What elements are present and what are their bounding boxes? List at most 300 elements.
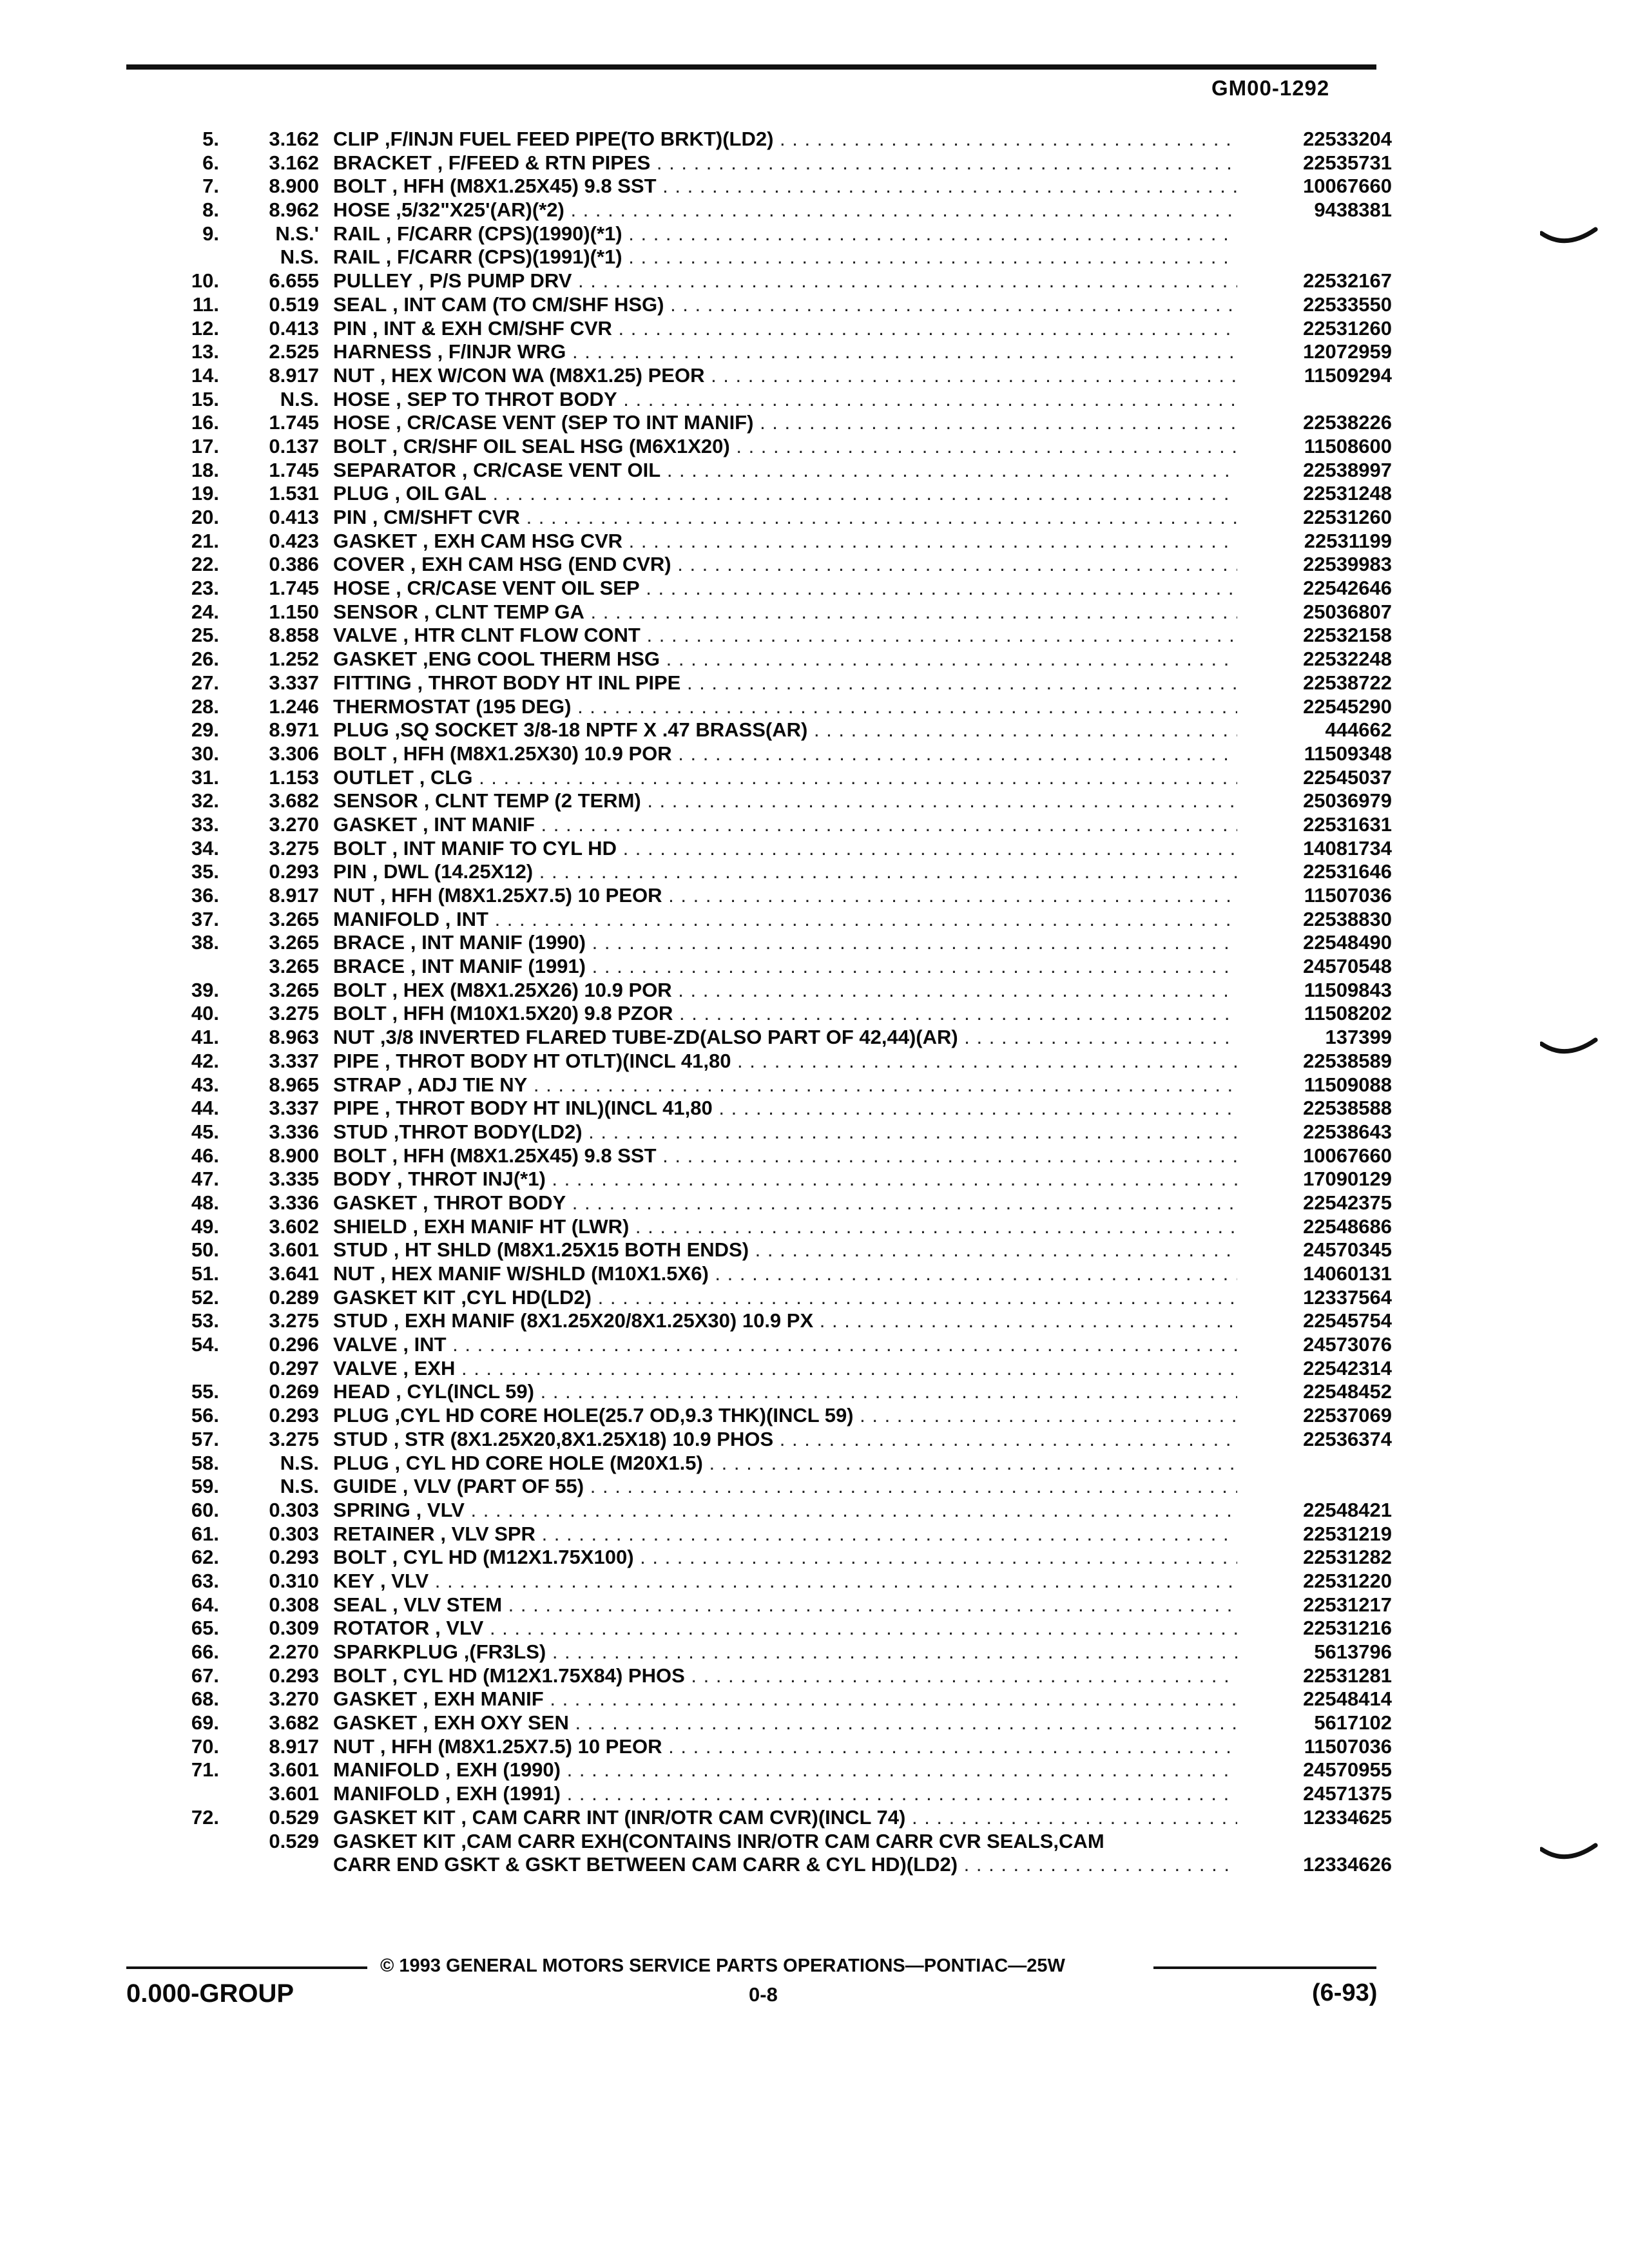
part-number: 9438381 bbox=[1314, 198, 1392, 222]
parts-row bbox=[155, 1523, 1392, 1546]
ref-number: 10. bbox=[191, 269, 219, 293]
part-detail: ,CYL HD CORE HOLE(25.7 OD,9.3 THK)(INCL 59) bbox=[389, 1404, 854, 1427]
group-number: 1.246 bbox=[269, 695, 319, 718]
part-name: BOLT bbox=[333, 1546, 387, 1569]
part-detail: , EXH (1990) bbox=[439, 1758, 561, 1782]
group-number: 8.917 bbox=[269, 884, 319, 907]
part-description bbox=[333, 1593, 1237, 1617]
footer-copyright: © 1993 GENERAL MOTORS SERVICE PARTS OPERATIONS—PONTIAC—25W bbox=[380, 1956, 1065, 1976]
part-number: 12072959 bbox=[1303, 340, 1392, 363]
part-name: CLIP bbox=[333, 128, 380, 150]
part-name: VALVE bbox=[333, 624, 398, 647]
part-description bbox=[333, 1830, 1237, 1854]
group-number: 3.265 bbox=[269, 955, 319, 978]
part-name: ROTATOR bbox=[333, 1617, 430, 1640]
part-detail: , VLV SPR bbox=[434, 1522, 535, 1545]
part-name: PLUG bbox=[333, 1451, 389, 1474]
group-number: 3.162 bbox=[269, 151, 319, 174]
parts-row bbox=[155, 317, 1392, 341]
part-detail: ,5/32"X25'(AR)(*2) bbox=[390, 198, 564, 222]
ref-number: 30. bbox=[191, 742, 219, 765]
part-name: HOSE bbox=[333, 577, 390, 600]
parts-row bbox=[155, 1309, 1392, 1333]
part-detail: , CR/SHF OIL SEAL HSG (M6X1X20) bbox=[386, 434, 730, 457]
part-description bbox=[333, 1404, 1237, 1428]
part-detail: , HFH (M8X1.25X30) 10.9 POR bbox=[386, 742, 672, 765]
ref-number: 12. bbox=[191, 316, 219, 340]
part-detail: , SEP TO THROT BODY bbox=[390, 387, 617, 410]
group-number: 8.962 bbox=[269, 198, 319, 222]
part-detail: , CYL HD (M12X1.75X100) bbox=[386, 1546, 634, 1569]
part-description bbox=[333, 1711, 1237, 1735]
group-number: 0.296 bbox=[269, 1333, 319, 1356]
part-name: BRACE bbox=[333, 931, 405, 954]
part-detail: ,F/INJN FUEL FEED PIPE(TO BRKT)(LD2) bbox=[379, 128, 774, 150]
parts-row bbox=[155, 1782, 1392, 1806]
parts-row bbox=[155, 1546, 1392, 1570]
part-name: SEPARATOR bbox=[333, 458, 457, 481]
parts-row bbox=[155, 718, 1392, 742]
part-number: 12334626 bbox=[1303, 1853, 1392, 1876]
part-name: BOLT bbox=[333, 836, 387, 860]
part-name: KEY bbox=[333, 1569, 375, 1592]
parts-row bbox=[155, 1050, 1392, 1073]
part-detail: ,(FR3LS) bbox=[458, 1640, 546, 1663]
ref-number: 38. bbox=[191, 931, 219, 954]
parts-row bbox=[155, 1452, 1392, 1475]
part-detail: , CM/SHFT CVR bbox=[367, 506, 520, 528]
part-name: BOLT bbox=[333, 434, 387, 457]
group-number: 1.531 bbox=[269, 482, 319, 505]
part-description bbox=[333, 671, 1237, 695]
ref-number: 24. bbox=[191, 600, 219, 623]
part-name: RAIL bbox=[333, 222, 381, 245]
part-detail: ,ENG COOL THERM HSG bbox=[417, 648, 660, 671]
part-description bbox=[333, 1120, 1237, 1144]
part-name: BRACE bbox=[333, 955, 405, 978]
part-detail: , EXH CAM HSG CVR bbox=[417, 529, 623, 552]
ref-number: 34. bbox=[191, 836, 219, 860]
part-description bbox=[333, 577, 1237, 601]
part-number: 22538226 bbox=[1303, 411, 1392, 434]
part-number: 17090129 bbox=[1303, 1168, 1392, 1191]
ref-number: 63. bbox=[191, 1569, 219, 1592]
part-number: 22531260 bbox=[1303, 316, 1392, 340]
part-description bbox=[333, 222, 1237, 246]
group-number: 3.275 bbox=[269, 1427, 319, 1450]
parts-row bbox=[155, 908, 1392, 932]
part-name: RAIL bbox=[333, 245, 381, 269]
parts-row bbox=[155, 1664, 1392, 1688]
ref-number: 19. bbox=[191, 482, 219, 505]
group-number: 3.162 bbox=[269, 128, 319, 150]
part-detail: , HTR CLNT FLOW CONT bbox=[397, 624, 641, 647]
part-detail: , EXH OXY SEN bbox=[417, 1711, 569, 1735]
group-number: 3.337 bbox=[269, 671, 319, 694]
part-detail: , THROT INJ(*1) bbox=[391, 1168, 546, 1191]
parts-row bbox=[155, 222, 1392, 246]
part-name: GASKET bbox=[333, 529, 418, 552]
ref-number: 32. bbox=[191, 789, 219, 812]
part-name: SPARKPLUG bbox=[333, 1640, 459, 1663]
part-number: 11507036 bbox=[1304, 1735, 1392, 1758]
part-name: HEAD bbox=[333, 1380, 390, 1403]
parts-row bbox=[155, 766, 1392, 790]
parts-row bbox=[155, 128, 1392, 151]
part-description bbox=[333, 1262, 1237, 1286]
footer-rule-right bbox=[1153, 1966, 1376, 1969]
part-number: 25036979 bbox=[1303, 789, 1392, 812]
group-number: 1.153 bbox=[269, 765, 319, 789]
group-number: 3.265 bbox=[269, 931, 319, 954]
ref-number: 35. bbox=[191, 860, 219, 883]
part-detail: , HEX MANIF W/SHLD (M10X1.5X6) bbox=[374, 1262, 709, 1285]
part-detail: , HEX W/CON WA (M8X1.25) PEOR bbox=[374, 363, 705, 387]
part-description bbox=[333, 789, 1237, 813]
group-number: 3.270 bbox=[269, 812, 319, 836]
group-number: 3.601 bbox=[269, 1758, 319, 1782]
parts-row bbox=[155, 459, 1392, 483]
group-number: 0.413 bbox=[269, 506, 319, 528]
parts-row bbox=[155, 435, 1392, 459]
group-number: 0.293 bbox=[269, 1664, 319, 1687]
parts-row bbox=[155, 1097, 1392, 1120]
part-description bbox=[333, 1357, 1237, 1381]
group-number: 8.917 bbox=[269, 363, 319, 387]
part-detail: CARR END GSKT & GSKT BETWEEN CAM CARR & CYL HD)(LD2) bbox=[333, 1853, 958, 1876]
ref-number: 58. bbox=[191, 1451, 219, 1474]
part-number: 22536374 bbox=[1303, 1427, 1392, 1450]
part-number: 22538643 bbox=[1303, 1120, 1392, 1143]
part-description bbox=[333, 766, 1237, 790]
ref-number: 64. bbox=[191, 1593, 219, 1616]
part-number: 22538722 bbox=[1303, 671, 1392, 694]
part-number: 25036807 bbox=[1303, 600, 1392, 623]
group-number: 0.309 bbox=[269, 1617, 319, 1640]
parts-row bbox=[155, 388, 1392, 412]
part-description bbox=[333, 1309, 1237, 1333]
part-name: PIPE bbox=[333, 1049, 380, 1072]
ref-number: 40. bbox=[191, 1002, 219, 1025]
group-number: 0.423 bbox=[269, 529, 319, 552]
part-description bbox=[333, 1570, 1237, 1593]
ref-number: 21. bbox=[191, 529, 219, 552]
ref-number: 46. bbox=[191, 1144, 219, 1167]
parts-row bbox=[155, 860, 1392, 884]
part-description bbox=[333, 1238, 1237, 1262]
group-number: 3.336 bbox=[269, 1120, 319, 1143]
ref-number: 43. bbox=[191, 1073, 219, 1096]
group-number: 3.306 bbox=[269, 742, 319, 765]
part-name: FITTING bbox=[333, 671, 412, 694]
part-detail: , INT MANIF (1990) bbox=[405, 931, 586, 954]
part-name: GASKET KIT bbox=[333, 1829, 456, 1852]
parts-row bbox=[155, 979, 1392, 1003]
group-number: 3.641 bbox=[269, 1262, 319, 1285]
parts-row bbox=[155, 1475, 1392, 1499]
part-number: 22532167 bbox=[1303, 269, 1392, 293]
group-number: 0.519 bbox=[269, 293, 319, 316]
part-number: 22532158 bbox=[1303, 624, 1392, 647]
part-description bbox=[333, 340, 1237, 364]
part-description bbox=[333, 1617, 1237, 1640]
part-description bbox=[333, 364, 1237, 388]
part-description bbox=[333, 742, 1237, 766]
part-description bbox=[333, 1073, 1237, 1097]
part-detail: , VLV (PART OF 55) bbox=[397, 1475, 584, 1498]
part-description bbox=[333, 1002, 1237, 1026]
group-number: 0.293 bbox=[269, 1546, 319, 1569]
parts-row bbox=[155, 1073, 1392, 1097]
part-description bbox=[333, 1380, 1237, 1404]
ref-number: 39. bbox=[191, 978, 219, 1001]
parts-row bbox=[155, 1191, 1392, 1215]
ref-number: 59. bbox=[191, 1475, 219, 1498]
ref-number: 41. bbox=[191, 1026, 219, 1049]
part-description bbox=[333, 506, 1237, 530]
part-name: BOLT bbox=[333, 1144, 387, 1167]
parts-row bbox=[155, 837, 1392, 861]
parts-row bbox=[155, 340, 1392, 364]
part-detail: , THROT BODY HT INL PIPE bbox=[411, 671, 681, 694]
part-description bbox=[333, 175, 1237, 198]
part-name: SEAL bbox=[333, 293, 387, 316]
part-name: RETAINER bbox=[333, 1522, 435, 1545]
part-detail: , CYL(INCL 59) bbox=[390, 1380, 534, 1403]
group-number: N.S. bbox=[280, 387, 319, 410]
part-description bbox=[333, 1168, 1237, 1191]
ref-number: 17. bbox=[191, 434, 219, 457]
group-number: 3.275 bbox=[269, 1309, 319, 1332]
group-number: 0.413 bbox=[269, 316, 319, 340]
parts-row bbox=[155, 411, 1392, 435]
part-name: HOSE bbox=[333, 411, 390, 434]
parts-row bbox=[155, 695, 1392, 719]
part-number: 11509088 bbox=[1304, 1073, 1392, 1096]
part-detail: ,CYL HD(LD2) bbox=[455, 1285, 592, 1309]
parts-row bbox=[155, 577, 1392, 601]
part-detail: , HT SHLD (M8X1.25X15 BOTH ENDS) bbox=[388, 1238, 749, 1262]
parts-row bbox=[155, 1286, 1392, 1310]
part-description bbox=[333, 198, 1237, 222]
part-detail: , EXH MANIF (8X1.25X20/8X1.25X30) 10.9 PX bbox=[388, 1309, 814, 1332]
part-name: COVER bbox=[333, 553, 405, 576]
group-number: 1.745 bbox=[269, 577, 319, 600]
group-number: 3.336 bbox=[269, 1191, 319, 1214]
group-number: 3.682 bbox=[269, 1711, 319, 1735]
part-description bbox=[333, 1026, 1237, 1050]
part-description bbox=[333, 1215, 1237, 1239]
part-number: 137399 bbox=[1325, 1026, 1392, 1049]
part-number: 22531282 bbox=[1303, 1546, 1392, 1569]
part-name: PIN bbox=[333, 506, 367, 528]
part-description bbox=[333, 1523, 1237, 1546]
part-number: 12334625 bbox=[1303, 1805, 1392, 1829]
binding-mark-1 bbox=[1540, 227, 1598, 253]
part-detail: , THROT BODY HT OTLT)(INCL 41,80 bbox=[379, 1049, 731, 1072]
part-number: 11508600 bbox=[1304, 434, 1392, 457]
part-description bbox=[333, 151, 1237, 175]
part-description bbox=[333, 1806, 1237, 1830]
parts-list bbox=[155, 128, 1392, 1877]
ref-number: 45. bbox=[191, 1120, 219, 1143]
part-name: SPRING bbox=[333, 1498, 411, 1521]
group-number: 3.601 bbox=[269, 1782, 319, 1805]
parts-row bbox=[155, 955, 1392, 979]
group-number: 8.900 bbox=[269, 1144, 319, 1167]
part-name: MANIFOLD bbox=[333, 1758, 440, 1782]
part-detail: , INT MANIF (1991) bbox=[405, 955, 586, 978]
ref-number: 54. bbox=[191, 1333, 219, 1356]
parts-row bbox=[155, 1333, 1392, 1357]
group-number: 8.971 bbox=[269, 718, 319, 742]
group-number: 3.265 bbox=[269, 978, 319, 1001]
parts-row bbox=[155, 198, 1392, 222]
part-detail: , INT bbox=[439, 907, 488, 930]
parts-row bbox=[155, 648, 1392, 671]
group-number: 2.525 bbox=[269, 340, 319, 363]
part-number: 22548421 bbox=[1303, 1498, 1392, 1521]
part-description bbox=[333, 884, 1237, 908]
part-detail: ,CAM CARR EXH(CONTAINS INR/OTR CAM CARR CVR SEALS,CAM bbox=[455, 1829, 1104, 1852]
part-detail: , VLV bbox=[374, 1569, 429, 1592]
part-number: 22532248 bbox=[1303, 648, 1392, 671]
parts-row bbox=[155, 151, 1392, 175]
part-number: 12337564 bbox=[1303, 1285, 1392, 1309]
parts-row bbox=[155, 530, 1392, 553]
part-description bbox=[333, 1546, 1237, 1570]
part-number: 22531199 bbox=[1304, 529, 1392, 552]
part-description bbox=[333, 931, 1237, 955]
part-detail: , EXH MANIF bbox=[417, 1687, 544, 1711]
ref-number: 62. bbox=[191, 1546, 219, 1569]
ref-number: 72. bbox=[191, 1805, 219, 1829]
group-number: 8.900 bbox=[269, 175, 319, 198]
part-name: OUTLET bbox=[333, 765, 414, 789]
part-detail: , F/INJR WRG bbox=[431, 340, 566, 363]
group-number: 3.265 bbox=[269, 907, 319, 930]
part-description bbox=[333, 1286, 1237, 1310]
group-number: 0.529 bbox=[269, 1829, 319, 1852]
part-number: 24570345 bbox=[1303, 1238, 1392, 1262]
parts-row bbox=[155, 245, 1392, 269]
part-number: 11508202 bbox=[1304, 1002, 1392, 1025]
part-name: SENSOR bbox=[333, 789, 419, 812]
part-number: 22531216 bbox=[1303, 1617, 1392, 1640]
parts-row bbox=[155, 553, 1392, 577]
group-number: 3.270 bbox=[269, 1687, 319, 1711]
part-description bbox=[333, 388, 1237, 412]
ref-number: 47. bbox=[191, 1168, 219, 1191]
part-name: BODY bbox=[333, 1168, 392, 1191]
group-number: 0.310 bbox=[269, 1569, 319, 1592]
part-detail: , INT & EXH CM/SHF CVR bbox=[367, 316, 612, 340]
part-description bbox=[333, 1664, 1237, 1688]
part-description bbox=[333, 1144, 1237, 1168]
ref-number: 31. bbox=[191, 765, 219, 789]
ref-number: 11. bbox=[192, 293, 219, 316]
part-name: BOLT bbox=[333, 175, 387, 198]
part-number: 5613796 bbox=[1314, 1640, 1392, 1663]
part-number: 22531260 bbox=[1303, 506, 1392, 528]
ref-number: 71. bbox=[191, 1758, 219, 1782]
parts-row bbox=[155, 813, 1392, 837]
part-number: 22538589 bbox=[1303, 1049, 1392, 1072]
part-description bbox=[333, 245, 1237, 269]
part-number: 22548414 bbox=[1303, 1687, 1392, 1711]
footer-group-label: 0.000-GROUP bbox=[126, 1979, 294, 2008]
group-number: 1.745 bbox=[269, 411, 319, 434]
parts-row bbox=[155, 1499, 1392, 1523]
parts-row bbox=[155, 1262, 1392, 1286]
part-detail: , CLG bbox=[414, 765, 473, 789]
part-description bbox=[333, 1687, 1237, 1711]
part-description bbox=[333, 1758, 1237, 1782]
parts-row bbox=[155, 671, 1392, 695]
part-detail: ,SQ SOCKET 3/8-18 NPTF X .47 BRASS(AR) bbox=[389, 718, 808, 742]
part-description bbox=[333, 553, 1237, 577]
part-number: 5617102 bbox=[1314, 1711, 1392, 1735]
part-number: 11509348 bbox=[1304, 742, 1392, 765]
ref-number: 51. bbox=[191, 1262, 219, 1285]
part-name: MANIFOLD bbox=[333, 1782, 440, 1805]
part-description bbox=[333, 1428, 1237, 1452]
part-name: GASKET bbox=[333, 812, 418, 836]
ref-number: 36. bbox=[191, 884, 219, 907]
parts-row bbox=[155, 1806, 1392, 1830]
ref-number: 50. bbox=[191, 1238, 219, 1262]
ref-number: 42. bbox=[191, 1049, 219, 1072]
group-number: 0.289 bbox=[269, 1285, 319, 1309]
parts-row bbox=[155, 1168, 1392, 1191]
part-detail: , HEX (M8X1.25X26) 10.9 POR bbox=[386, 978, 672, 1001]
part-detail: , CLNT TEMP (2 TERM) bbox=[418, 789, 641, 812]
part-number: 22548452 bbox=[1303, 1380, 1392, 1403]
part-number: 22542646 bbox=[1303, 577, 1392, 600]
top-rule bbox=[126, 64, 1376, 70]
group-number: 3.335 bbox=[269, 1168, 319, 1191]
ref-number: 65. bbox=[191, 1617, 219, 1640]
part-description bbox=[333, 1475, 1237, 1499]
part-detail: ,THROT BODY(LD2) bbox=[388, 1120, 583, 1143]
parts-row bbox=[155, 1617, 1392, 1640]
part-detail: , EXH MANIF HT (LWR) bbox=[407, 1215, 630, 1238]
part-name: GASKET bbox=[333, 1191, 418, 1214]
ref-number: 18. bbox=[191, 458, 219, 481]
part-name: HARNESS bbox=[333, 340, 432, 363]
group-number: 3.601 bbox=[269, 1238, 319, 1262]
ref-number: 57. bbox=[191, 1427, 219, 1450]
ref-number: 14. bbox=[191, 363, 219, 387]
ref-number: 9. bbox=[202, 222, 219, 245]
part-name: GASKET bbox=[333, 1687, 418, 1711]
part-name: PLUG bbox=[333, 718, 389, 742]
parts-row bbox=[155, 601, 1392, 624]
part-description bbox=[333, 530, 1237, 553]
ref-number: 49. bbox=[191, 1215, 219, 1238]
part-name: HOSE bbox=[333, 387, 390, 410]
part-number: 22537069 bbox=[1303, 1404, 1392, 1427]
ref-number: 29. bbox=[191, 718, 219, 742]
parts-row bbox=[155, 175, 1392, 198]
ref-number: 56. bbox=[191, 1404, 219, 1427]
parts-row bbox=[155, 1711, 1392, 1735]
part-description bbox=[333, 1853, 1237, 1877]
ref-number: 61. bbox=[191, 1522, 219, 1545]
part-detail: , HFH (M10X1.5X20) 9.8 PZOR bbox=[386, 1002, 673, 1025]
part-number: 11507036 bbox=[1304, 884, 1392, 907]
ref-number: 7. bbox=[202, 175, 219, 198]
